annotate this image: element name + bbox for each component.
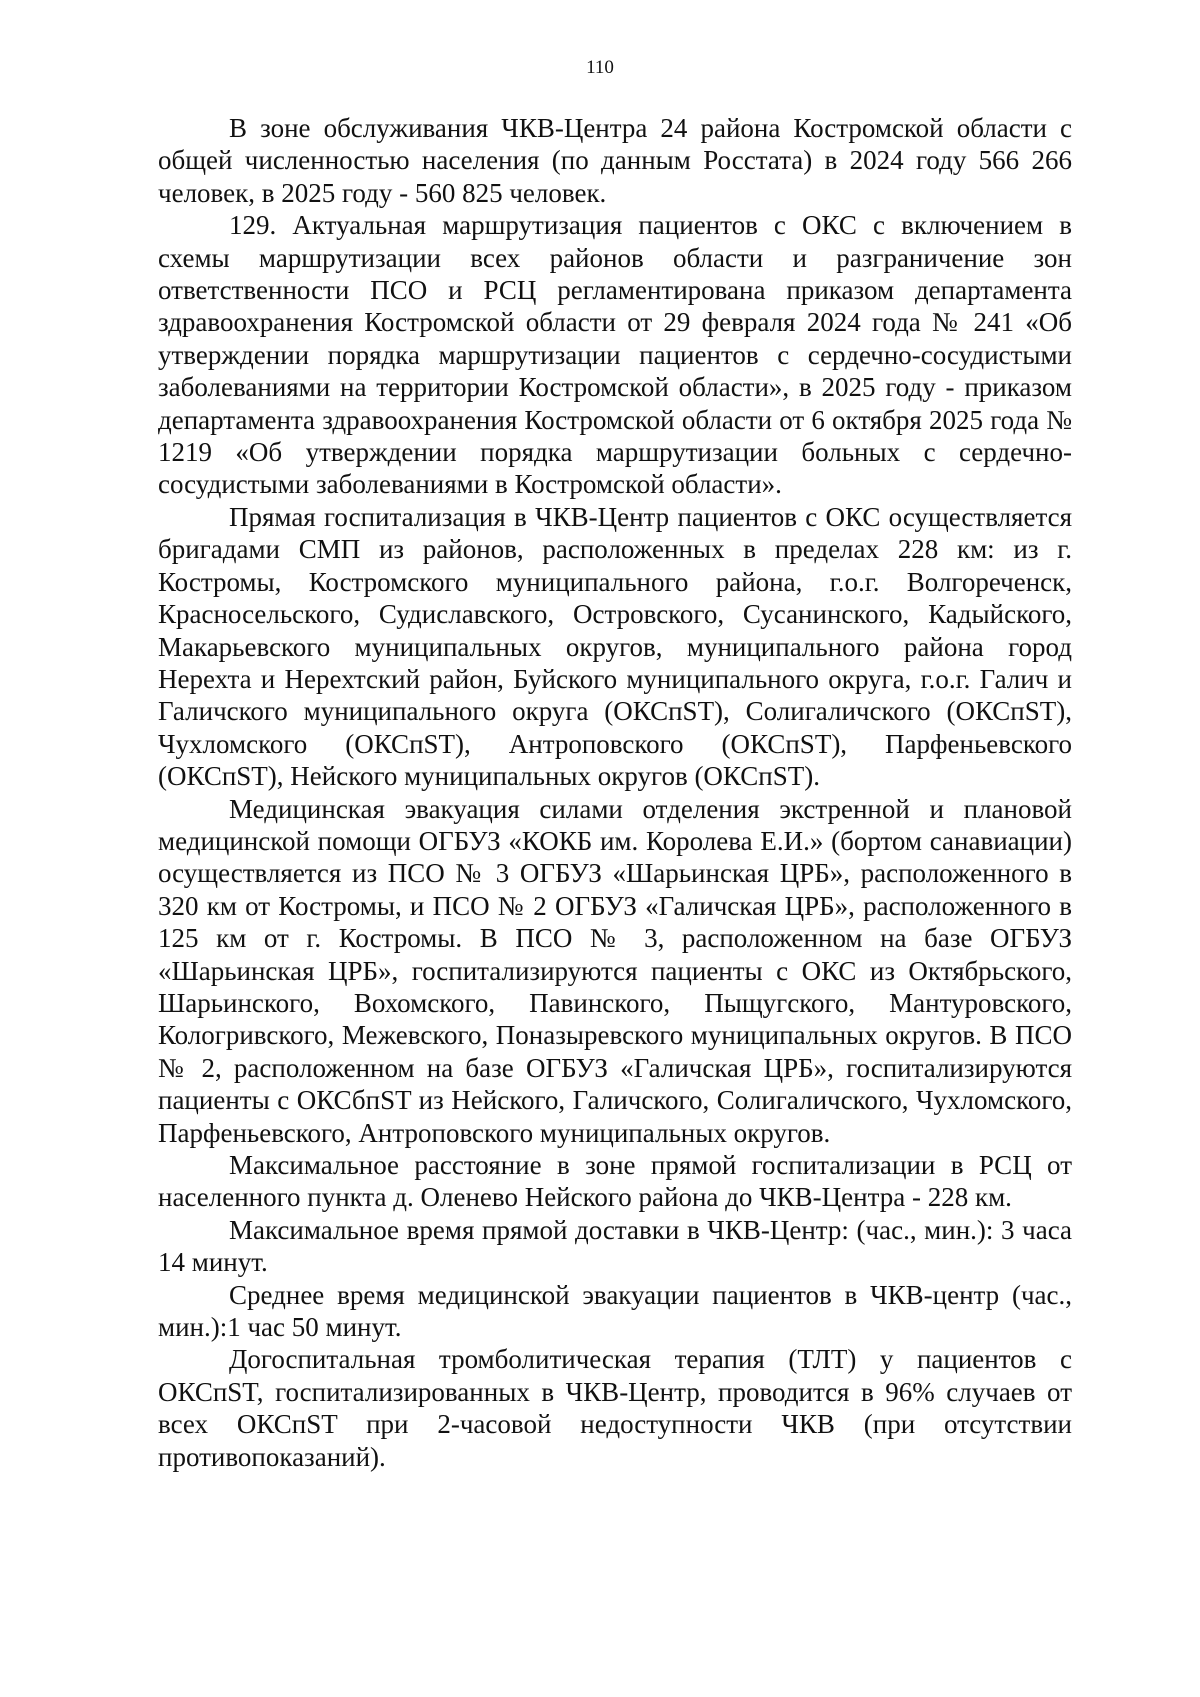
page-number: 110 [586, 57, 614, 78]
paragraph-direct-hospitalization: Прямая госпитализация в ЧКВ-Центр пациентов с ОКС осуществляется бригадами СМП из районов, расположенных в пределах 228 км: из г. Костромы, Костромского муниципального района, г.о.г. Волгореченск, Красносельского, Судиславского, Островского, Сусанинского, Кадыйского, Макарьевского муниципальных округов, муниципального района город Нерехта и Нерехтский район, Буйского муниципального округа, г.о.г. Галич и Галичского муниципального округа (ОКСпST), Солигаличского (ОКСпST), Чухломского (ОКСпST), Антроповского (ОКСпST), Парфеньевского (ОКСпST), Нейского муниципальных округов (ОКСпST). [158, 501, 1072, 792]
paragraph-max-delivery-time: Максимальное время прямой доставки в ЧКВ-Центр: (час., мин.): 3 часа 14 минут. [158, 1214, 1072, 1278]
paragraph-routing-order: 129. Актуальная маршрутизация пациентов с ОКС с включением в схемы маршрутизации всех районов области и разграничение зон ответственности ПСО и РСЦ регламентирована приказом департамента здравоохранения Костромской области от 29 февраля 2024 года № 241 «Об утверждении порядка маршрутизации пациентов с сердечно-сосудистыми заболеваниями на территории Костромской области», в 2025 году - приказом департамента здравоохранения Костромской области от 6 октября 2025 года № 1219 «Об утверждении порядка маршрутизации больных с сердечно-сосудистыми заболеваниями в Костромской области». [158, 210, 1072, 500]
paragraph-average-evacuation-time: Среднее время медицинской эвакуации пациентов в ЧКВ-центр (час., мин.):1 час 50 минут. [158, 1279, 1072, 1343]
document-body [158, 112, 1072, 1473]
paragraph-medical-evacuation: Медицинская эвакуация силами отделения экстренной и плановой медицинской помощи ОГБУЗ «КОКБ им. Королева Е.И.» (бортом санавиации) осуществляется из ПСО № 3 ОГБУЗ «Шарьинская ЦРБ», расположенного в 320 км от Костромы, и ПСО № 2 ОГБУЗ «Галичская ЦРБ», расположенного в 125 км от г. Костромы. В ПСО № 3, расположенном на базе ОГБУЗ «Шарьинская ЦРБ», госпитализируются пациенты с ОКС из Октябрьского, Шарьинского, Вохомского, Павинского, Пыщугского, Мантуровского, Кологривского, Межевского, Поназыревского муниципальных округов. В ПСО № 2, расположенном на базе ОГБУЗ «Галичская ЦРБ», госпитализируются пациенты с ОКСбпST из Нейского, Галичского, Солигаличского, Чухломского, Парфеньевского, Антроповского муниципальных округов. [158, 793, 1072, 1148]
paragraph-prehospital-thrombolysis: Догоспитальная тромболитическая терапия (ТЛТ) у пациентов с ОКСпST, госпитализированных в ЧКВ-Центр, проводится в 96% случаев от всех ОКСпST при 2-часовой недоступности ЧКВ (при отсутствии противопоказаний). [158, 1344, 1072, 1472]
paragraph-service-zone: В зоне обслуживания ЧКВ-Центра 24 района Костромской области с общей численностью населения (по данным Росстата) в 2024 году 566 266 человек, в 2025 году - 560 825 человек. [158, 113, 1072, 208]
paragraph-max-distance: Максимальное расстояние в зоне прямой госпитализации в РСЦ от населенного пункта д. Оленево Нейского района до ЧКВ-Центра - 228 км. [158, 1150, 1072, 1213]
